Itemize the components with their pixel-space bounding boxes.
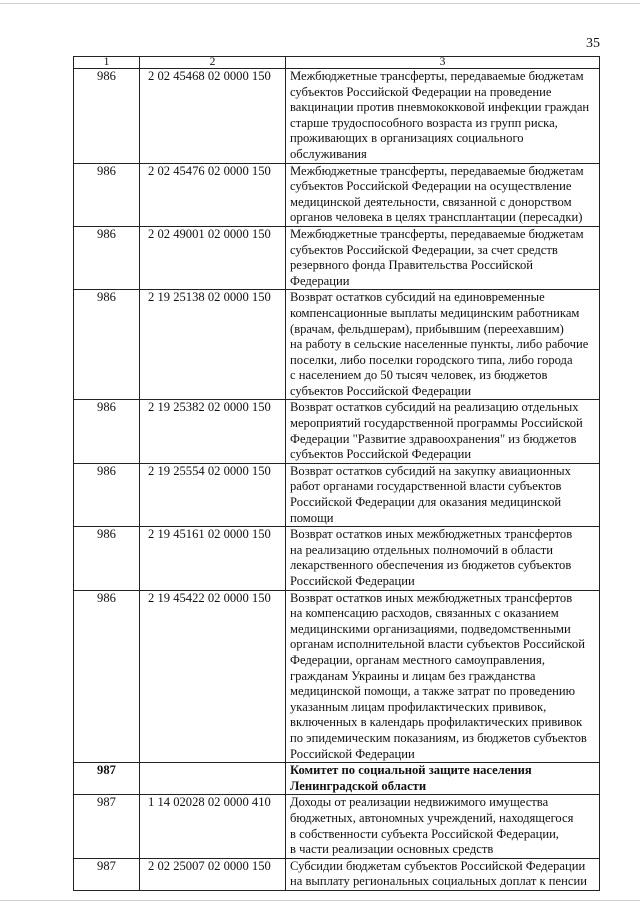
admin-code-cell: 986 bbox=[74, 400, 140, 463]
page-number: 35 bbox=[586, 36, 600, 51]
description-cell: Субсидии бюджетам субъектов Российской Федерации на выплату региональных социальных доплат к пенсии bbox=[286, 858, 600, 890]
table-header-row bbox=[74, 57, 600, 69]
description-cell: Возврат остатков субсидий на реализацию отдельных мероприятий государственной программы Российской Федерации "Развитие здравоохранения" из бюджетов субъектов Российской Федерации bbox=[286, 400, 600, 463]
description-cell: Межбюджетные трансферты, передаваемые бюджетам субъектов Российской Федерации на осуществление медицинской деятельности, связанной с донорством органов человека в целях трансплантации (пересадки) bbox=[286, 163, 600, 226]
table-row bbox=[74, 527, 600, 590]
admin-code-cell: 986 bbox=[74, 527, 140, 590]
table-row bbox=[74, 400, 600, 463]
table-row bbox=[74, 858, 600, 890]
admin-code-cell: 986 bbox=[74, 590, 140, 763]
description-cell: Доходы от реализации недвижимого имущества бюджетных, автономных учреждений, находящегося в собственности субъекта Российской Федерации, в части реализации основных средств bbox=[286, 795, 600, 858]
admin-code-cell: 987 bbox=[74, 858, 140, 890]
admin-code-cell: 987 bbox=[74, 763, 140, 795]
scan-edge-bottom bbox=[0, 900, 640, 901]
table-row bbox=[74, 590, 600, 763]
admin-code-cell: 986 bbox=[74, 290, 140, 400]
budget-classification-table bbox=[73, 56, 600, 891]
description-cell: Возврат остатков субсидий на закупку авиационных работ органами государственной власти субъектов Российской Федерации для оказания медицинской помощи bbox=[286, 463, 600, 526]
table-row bbox=[74, 163, 600, 226]
description-cell: Комитет по социальной защите населения Ленинградской области bbox=[286, 763, 600, 795]
budget-code-cell: 2 19 25554 02 0000 150 bbox=[140, 463, 286, 526]
column-header-2: 2 bbox=[140, 57, 286, 69]
admin-code-cell: 986 bbox=[74, 163, 140, 226]
budget-code-cell: 2 02 45468 02 0000 150 bbox=[140, 69, 286, 164]
description-cell: Межбюджетные трансферты, передаваемые бюджетам субъектов Российской Федерации, за счет средств резервного фонда Правительства Российской Федерации bbox=[286, 226, 600, 289]
table-row bbox=[74, 463, 600, 526]
budget-code-cell: 2 02 45476 02 0000 150 bbox=[140, 163, 286, 226]
scan-edge-top bbox=[0, 3, 640, 4]
description-cell: Возврат остатков иных межбюджетных трансфертов на реализацию отдельных полномочий в области лекарственного обеспечения из бюджетов субъектов Российской Федерации bbox=[286, 527, 600, 590]
column-header-1: 1 bbox=[74, 57, 140, 69]
budget-code-cell: 2 19 45161 02 0000 150 bbox=[140, 527, 286, 590]
budget-code-cell: 2 19 45422 02 0000 150 bbox=[140, 590, 286, 763]
budget-code-cell: 2 02 49001 02 0000 150 bbox=[140, 226, 286, 289]
admin-code-cell: 987 bbox=[74, 795, 140, 858]
description-cell: Возврат остатков субсидий на единовременные компенсационные выплаты медицинским работникам (врачам, фельдшерам), прибывшим (переехавшим) на работу в сельские населенные пункты, либо рабочие поселки, либо поселки городского типа, либо города с населением до 50 тысяч человек, из бюджетов субъектов Российской Федерации bbox=[286, 290, 600, 400]
table-row bbox=[74, 226, 600, 289]
admin-code-cell: 986 bbox=[74, 69, 140, 164]
budget-code-cell: 2 19 25138 02 0000 150 bbox=[140, 290, 286, 400]
budget-code-cell: 2 02 25007 02 0000 150 bbox=[140, 858, 286, 890]
table-row bbox=[74, 795, 600, 858]
budget-code-cell bbox=[140, 763, 286, 795]
budget-code-cell: 2 19 25382 02 0000 150 bbox=[140, 400, 286, 463]
table-section-row bbox=[74, 763, 600, 795]
admin-code-cell: 986 bbox=[74, 463, 140, 526]
column-header-3: 3 bbox=[286, 57, 600, 69]
description-cell: Межбюджетные трансферты, передаваемые бюджетам субъектов Российской Федерации на проведение вакцинации против пневмококковой инфекции граждан старше трудоспособного возраста из групп риска, проживающих в организациях социального обслуживания bbox=[286, 69, 600, 164]
admin-code-cell: 986 bbox=[74, 226, 140, 289]
description-cell: Возврат остатков иных межбюджетных трансфертов на компенсацию расходов, связанных с оказанием медицинскими организациями, подведомственными органам исполнительной власти субъектов Российской Федерации, органам местного самоуправления, гражданам Украины и лицам без гражданства медицинской помощи, а также затрат по проведению указанным лицам профилактических прививок, включенных в календарь профилактических прививок по эпидемическим показаниям, из бюджетов субъектов Российской Федерации bbox=[286, 590, 600, 763]
table-row bbox=[74, 69, 600, 164]
table-body bbox=[74, 69, 600, 891]
budget-code-cell: 1 14 02028 02 0000 410 bbox=[140, 795, 286, 858]
table-row bbox=[74, 290, 600, 400]
